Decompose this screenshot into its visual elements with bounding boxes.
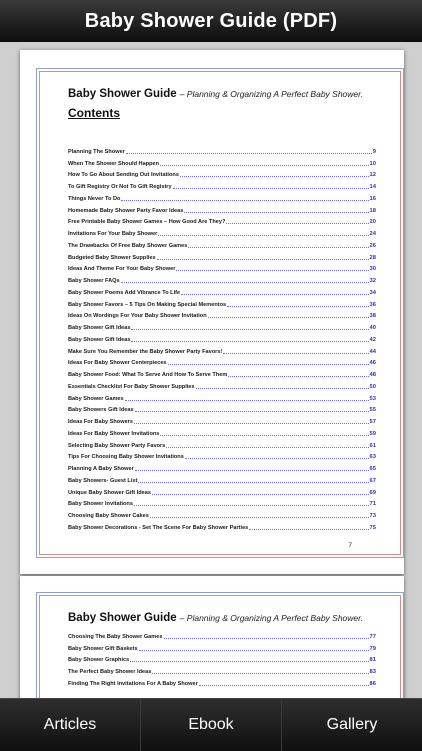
toc-entry-title: Essentials Checklist For Baby Shower Supplies [68,383,195,390]
toc-entry-page: 18 [369,207,376,214]
toc-leader-dots [180,176,369,177]
toc-entry[interactable] [68,640,376,652]
toc-leader-dots [188,247,368,248]
toc-entry-page: 86 [369,680,376,687]
toc-entry-title: Baby Shower Gift Ideas [68,325,131,331]
toc-entry-page: 40 [369,325,376,331]
toc-entry-title: Planning The Shower [68,148,125,155]
toc-entry[interactable] [68,519,376,531]
toc-leader-dots [223,353,368,354]
toc-leader-dots [199,685,369,686]
toc-entry-title: Ideas For Baby Shower Invitations [68,430,160,437]
toc-entry-page: 9 [372,148,376,155]
toc-entry-page: 14 [369,184,376,190]
toc-leader-dots [164,638,369,639]
toc-entry[interactable] [68,378,376,390]
toc-entry[interactable] [68,319,376,331]
toc-entry[interactable] [68,675,376,687]
toc-entry-page: 65 [369,466,376,472]
toc-entry-page: 83 [369,669,376,675]
toc-leader-dots [173,188,369,189]
toc-leader-dots [208,317,369,318]
toc-leader-dots [160,435,368,436]
toc-entry-title: Selecting Baby Shower Party Favors [68,442,166,449]
pdf-page [20,50,404,574]
toc-entry[interactable] [68,296,376,308]
toc-entry-title: Free Printable Baby Shower Games – How Good Are They? [68,219,226,226]
toc-entry-title: Ideas And Theme For Your Baby Shower [68,266,176,273]
document-header-title: Baby Shower Guide [68,88,177,100]
toc-leader-dots [134,505,369,506]
toc-entry[interactable] [68,413,376,425]
document-header [68,88,363,100]
toc-leader-dots [138,482,368,483]
toc-entry-title: Baby Shower Gift Baskets [68,645,138,652]
page-number: 7 [348,542,352,549]
toc-leader-dots [131,341,368,342]
toc-entry[interactable] [68,202,376,214]
toc-entry[interactable] [68,355,376,367]
tab-bar [0,698,422,751]
table-of-contents [68,628,376,687]
toc-entry[interactable] [68,214,376,226]
tab-ebook[interactable]: Ebook [140,699,281,751]
document-header-title: Baby Shower Guide [68,612,177,624]
toc-entry-title: Baby Shower Favors – 5 Tips On Making Special Mementos [68,301,227,308]
toc-leader-dots [126,153,372,154]
toc-entry-page: 55 [369,407,376,414]
toc-entry[interactable] [68,402,376,414]
toc-leader-dots [181,294,368,295]
toc-leader-dots [176,270,368,271]
toc-entry[interactable] [68,472,376,484]
toc-entry-page: 10 [369,160,376,167]
toc-entry-page: 34 [369,289,376,296]
toc-entry[interactable] [68,437,376,449]
toc-entry[interactable] [68,460,376,472]
toc-leader-dots [227,306,368,307]
toc-entry-title: Baby Shower FAQs [68,278,120,284]
toc-leader-dots [150,517,369,518]
document-header-subtitle: – Planning & Organizing A Perfect Baby Shower. [179,89,364,99]
toc-leader-dots [196,388,369,389]
toc-entry-title: Unique Baby Shower Gift Ideas [68,489,151,496]
toc-entry-title: Baby Shower Gift Ideas [68,336,131,343]
toc-entry[interactable] [68,652,376,664]
toc-entry-page: 16 [369,195,376,202]
toc-leader-dots [135,411,369,412]
toc-entry-title: Baby Shower Poems Add Vibrance To Life [68,289,181,296]
toc-entry-title: Baby Shower Food: What To Serve And How To Serve Them [68,372,228,378]
toc-entry-page: 75 [369,524,376,531]
toc-entry-page: 77 [369,633,376,640]
toc-entry[interactable] [68,249,376,261]
toc-entry[interactable] [68,496,376,508]
toc-leader-dots [152,494,369,495]
toc-entry-title: Invitations For Your Baby Shower [68,231,158,237]
toc-leader-dots [121,200,368,201]
toc-entry[interactable] [68,343,376,355]
toc-entry[interactable] [68,366,376,378]
toc-entry[interactable] [68,284,376,296]
toc-entry-page: 38 [369,313,376,320]
toc-entry[interactable] [68,663,376,675]
toc-entry-title: Ideas On Wordings For Your Baby Shower Invitation [68,313,207,320]
toc-leader-dots [249,529,368,530]
pdf-page [20,576,404,698]
toc-entry[interactable] [68,167,376,179]
toc-entry[interactable] [68,272,376,284]
toc-entry-title: Planning A Baby Shower [68,466,134,472]
navigation-bar [0,0,422,43]
toc-entry-title: Ideas For Baby Shower Centerpieces [68,360,167,367]
app-title: Baby Shower Guide (PDF) [84,9,338,32]
toc-entry[interactable] [68,449,376,461]
toc-entry-title: Ideas For Baby Showers [68,419,133,425]
toc-entry[interactable] [68,507,376,519]
toc-entry-title: Budgeted Baby Shower Supplies [68,254,156,261]
pdf-viewer[interactable] [0,42,422,698]
toc-entry-title: Baby Shower Games [68,395,124,402]
toc-leader-dots [139,650,369,651]
toc-entry-title: Finding The Right Invitations For A Baby Shower [68,680,198,687]
toc-leader-dots [160,165,368,166]
toc-entry-page: 28 [369,254,376,261]
toc-entry-page: 24 [369,231,376,237]
toc-entry-title: Choosing The Baby Shower Games [68,633,163,640]
table-of-contents [68,143,376,531]
toc-leader-dots [130,661,368,662]
toc-entry-page: 59 [369,430,376,437]
toc-entry[interactable] [68,143,376,155]
toc-leader-dots [152,673,368,674]
toc-entry[interactable] [68,178,376,190]
toc-entry-page: 32 [369,278,376,284]
toc-entry-title: Baby Showers- Guest List [68,477,138,484]
toc-entry[interactable] [68,331,376,343]
toc-entry[interactable] [68,425,376,437]
toc-leader-dots [121,282,369,283]
toc-leader-dots [168,364,369,365]
toc-entry-page: 61 [369,442,376,449]
toc-entry[interactable] [68,484,376,496]
document-header-subtitle: – Planning & Organizing A Perfect Baby Shower. [179,613,364,623]
toc-entry-page: 71 [369,501,376,508]
toc-entry-page: 81 [369,657,376,664]
toc-leader-dots [135,470,369,471]
toc-entry-title: Choosing Baby Shower Cakes [68,513,149,519]
toc-entry-page: 12 [369,172,376,179]
toc-entry[interactable] [68,237,376,249]
toc-entry-page: 42 [369,336,376,343]
toc-entry-page: 57 [369,419,376,425]
toc-entry-page: 63 [369,454,376,461]
tab-gallery[interactable]: Gallery [281,699,422,751]
toc-entry[interactable] [68,155,376,167]
toc-leader-dots [228,376,368,377]
toc-entry[interactable] [68,628,376,640]
contents-heading: Contents [68,106,120,120]
document-header [68,612,363,624]
toc-entry-page: 30 [369,266,376,273]
toc-leader-dots [226,223,368,224]
toc-entry-page: 53 [369,395,376,402]
toc-entry-page: 79 [369,645,376,652]
toc-leader-dots [184,212,368,213]
toc-entry-page: 44 [369,348,376,355]
toc-entry-title: The Drawbacks Of Free Baby Shower Games [68,242,188,249]
toc-entry-title: Baby Shower Invitations [68,501,133,508]
toc-leader-dots [157,259,369,260]
toc-entry-title: The Perfect Baby Shower Ideas [68,669,152,675]
toc-entry-page: 20 [369,219,376,226]
toc-entry[interactable] [68,308,376,320]
toc-entry-page: 46 [369,360,376,367]
toc-entry-title: When The Shower Should Happen [68,160,160,167]
toc-leader-dots [125,400,369,401]
toc-entry-title: To Gift Registry Or Not To Gift Registry [68,184,172,190]
toc-entry[interactable] [68,225,376,237]
toc-entry-title: How To Go About Sending Out Invitations [68,172,179,179]
toc-entry-page: 69 [369,489,376,496]
toc-leader-dots [166,447,368,448]
toc-entry-page: 26 [369,242,376,249]
toc-entry[interactable] [68,190,376,202]
toc-entry-title: Tips For Choosing Baby Shower Invitations [68,454,184,461]
toc-entry[interactable] [68,390,376,402]
toc-leader-dots [131,329,368,330]
toc-leader-dots [185,458,369,459]
toc-leader-dots [134,423,369,424]
toc-entry-title: Homemade Baby Shower Party Favor Ideas [68,207,184,214]
toc-entry-page: 73 [369,513,376,519]
toc-entry-title: Things Never To Do [68,195,121,202]
toc-entry-title: Baby Shower Graphics [68,657,130,664]
toc-entry-page: 50 [369,383,376,390]
toc-entry-title: Baby Shower Decorations - Set The Scene For Baby Shower Parties [68,524,249,531]
tab-articles[interactable]: Articles [43,716,97,733]
toc-entry-title: Make Sure You Remember the Baby Shower Party Favors! [68,348,223,355]
toc-entry-page: 36 [369,301,376,308]
toc-leader-dots [158,235,368,236]
toc-entry-title: Baby Showers Gift Ideas [68,407,134,414]
toc-entry[interactable] [68,261,376,273]
toc-entry-page: 48 [369,372,376,378]
toc-entry-page: 67 [369,477,376,484]
